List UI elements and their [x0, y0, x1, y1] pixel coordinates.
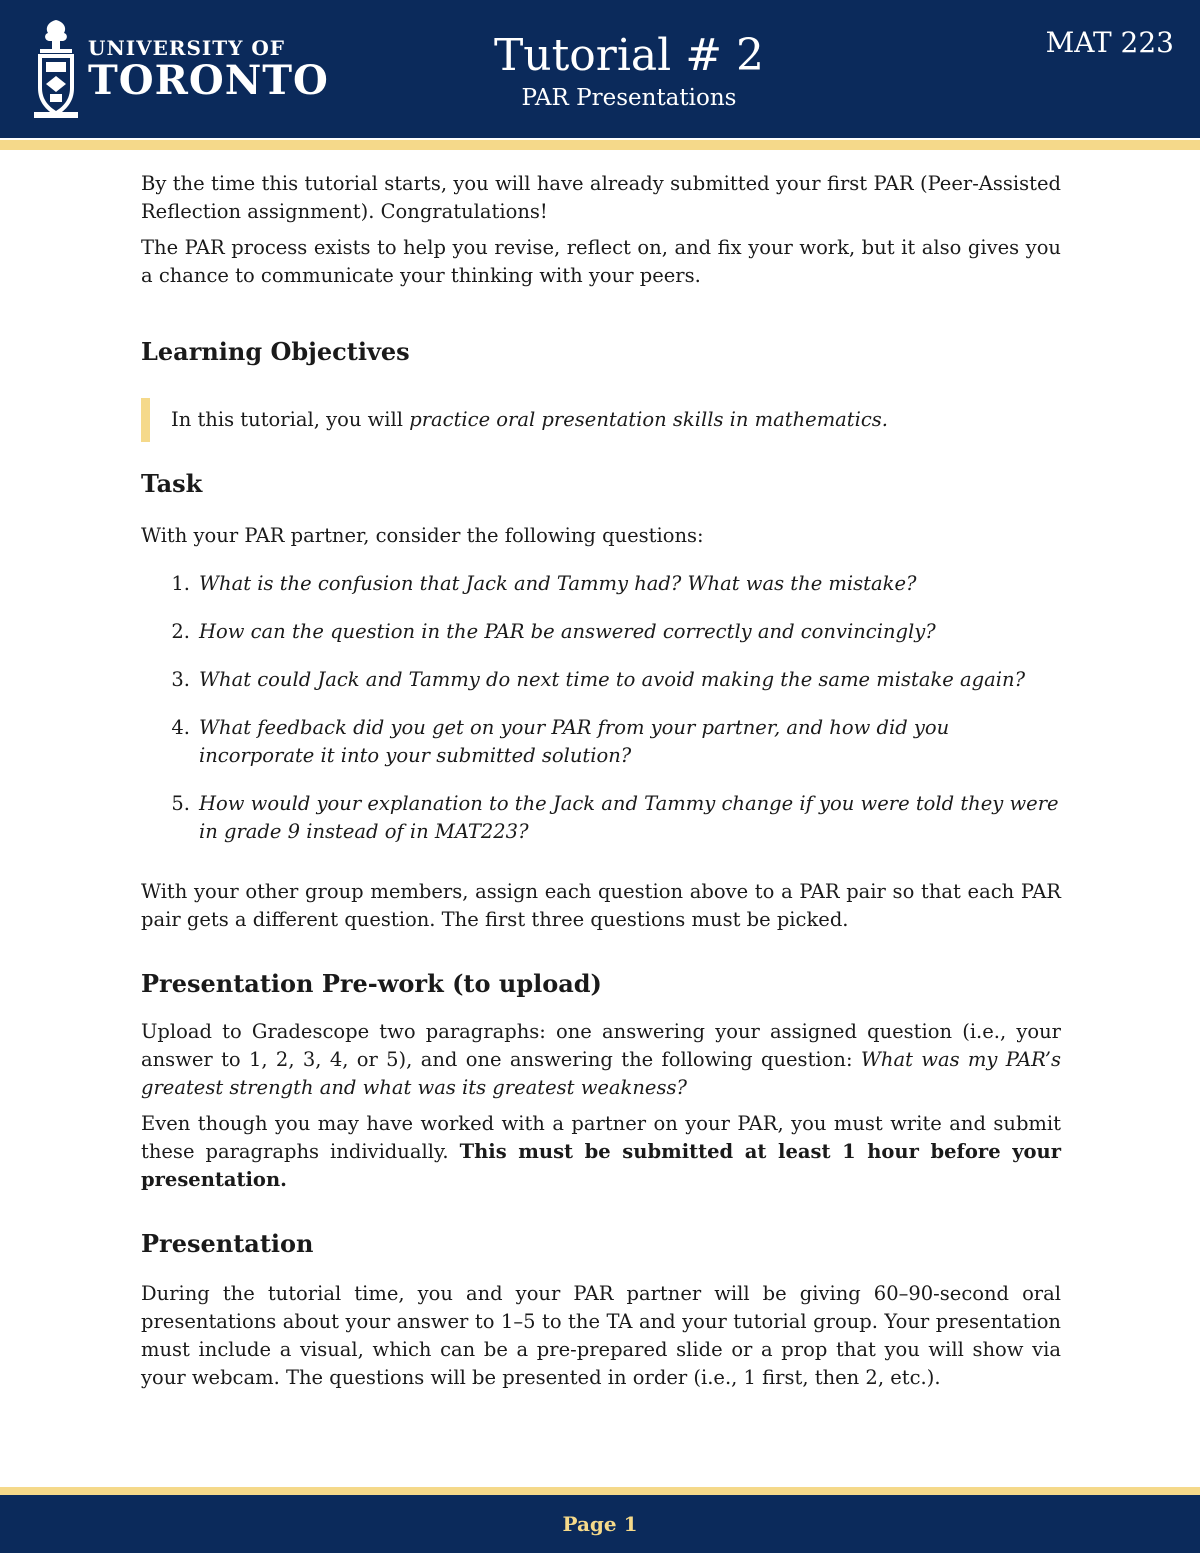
objective-text [171, 406, 888, 434]
prework-paragraph-2 [141, 1110, 1061, 1194]
list-item [141, 570, 1061, 598]
footer-divider [0, 1487, 1200, 1495]
list-item [141, 666, 1061, 694]
objective-text-plain: In this tutorial, you will [171, 408, 404, 431]
page-title: Tutorial # 2 [493, 30, 765, 81]
question-list [141, 570, 1061, 846]
task-intro: With your PAR partner, consider the following questions: [141, 524, 704, 547]
question-text: How would your explanation to the Jack and Tammy change if you were told they were in grade 9 instead of in MAT223? [199, 792, 1059, 843]
intro-paragraph-2: The PAR process exists to help you revise, reflect on, and fix your work, but it also gives you a chance to communicate your thinking with your peers. [141, 236, 1061, 287]
question-number: 1. [171, 572, 190, 595]
prework-paragraph-1 [141, 1018, 1061, 1102]
course-code: MAT 223 [1045, 26, 1174, 59]
prework-deadline: This must be submitted at least 1 hour before your presentation. [141, 1140, 1061, 1191]
list-item [141, 790, 1061, 846]
objective-text-italic: practice oral presentation skills in mathematics. [409, 408, 889, 431]
heading-task: Task [141, 469, 203, 498]
heading-presentation: Presentation [141, 1229, 314, 1258]
question-number: 3. [171, 668, 190, 691]
question-text: What feedback did you get on your PAR from your partner, and how did you incorporate it into your submitted solution? [199, 716, 950, 767]
question-text: What is the confusion that Jack and Tammy had? What was the mistake? [199, 572, 917, 595]
list-item [141, 714, 1061, 770]
page-number: Page 1 [562, 1512, 638, 1536]
prework-p1-text: Upload to Gradescope two paragraphs: one answering your assigned question (i.e., your answer to 1, 2, 3, 4, or 5), and one answering the following question: [141, 1020, 1061, 1071]
question-number: 2. [171, 620, 190, 643]
task-outro: With your other group members, assign each question above to a PAR pair so that each PAR pair gets a different question. The first three questions must be picked. [141, 880, 1061, 931]
callout-bar [141, 398, 150, 442]
question-number: 4. [171, 716, 190, 739]
presentation-paragraph: During the tutorial time, you and your PAR partner will be giving 60–90-second oral presentations about your answer to 1–5 to the TA and your tutorial group. Your presentation must include a visual, which can be a pre-prepared slide or a prop that you will show via your webcam. The questions will be presented in order (i.e., 1 first, then 2, etc.). [141, 1282, 1061, 1389]
question-text: How can the question in the PAR be answered correctly and convincingly? [199, 620, 936, 643]
question-number: 5. [171, 792, 190, 815]
page-subtitle: PAR Presentations [521, 85, 737, 111]
prework-p1-question: What was my PAR’s greatest strength and what was its greatest weakness? [141, 1048, 1061, 1099]
heading-prework: Presentation Pre-work (to upload) [141, 969, 602, 998]
question-text: What could Jack and Tammy do next time to avoid making the same mistake again? [199, 668, 1026, 691]
list-item [141, 618, 1061, 646]
document-body [141, 170, 1061, 1392]
logo-line-university: UNIVERSITY OF [88, 36, 286, 60]
header-banner [0, 0, 1200, 138]
prework-p2-text: Even though you may have worked with a partner on your PAR, you must write and submit these paragraphs individually. [141, 1112, 1061, 1163]
header-divider [0, 140, 1200, 150]
objective-callout [141, 398, 1061, 442]
logo-line-toronto: TORONTO [88, 57, 329, 104]
intro-paragraph-1: By the time this tutorial starts, you will have already submitted your first PAR (Peer-Assisted Reflection assignment). Congratulations! [141, 172, 1061, 223]
heading-learning-objectives: Learning Objectives [141, 337, 410, 366]
